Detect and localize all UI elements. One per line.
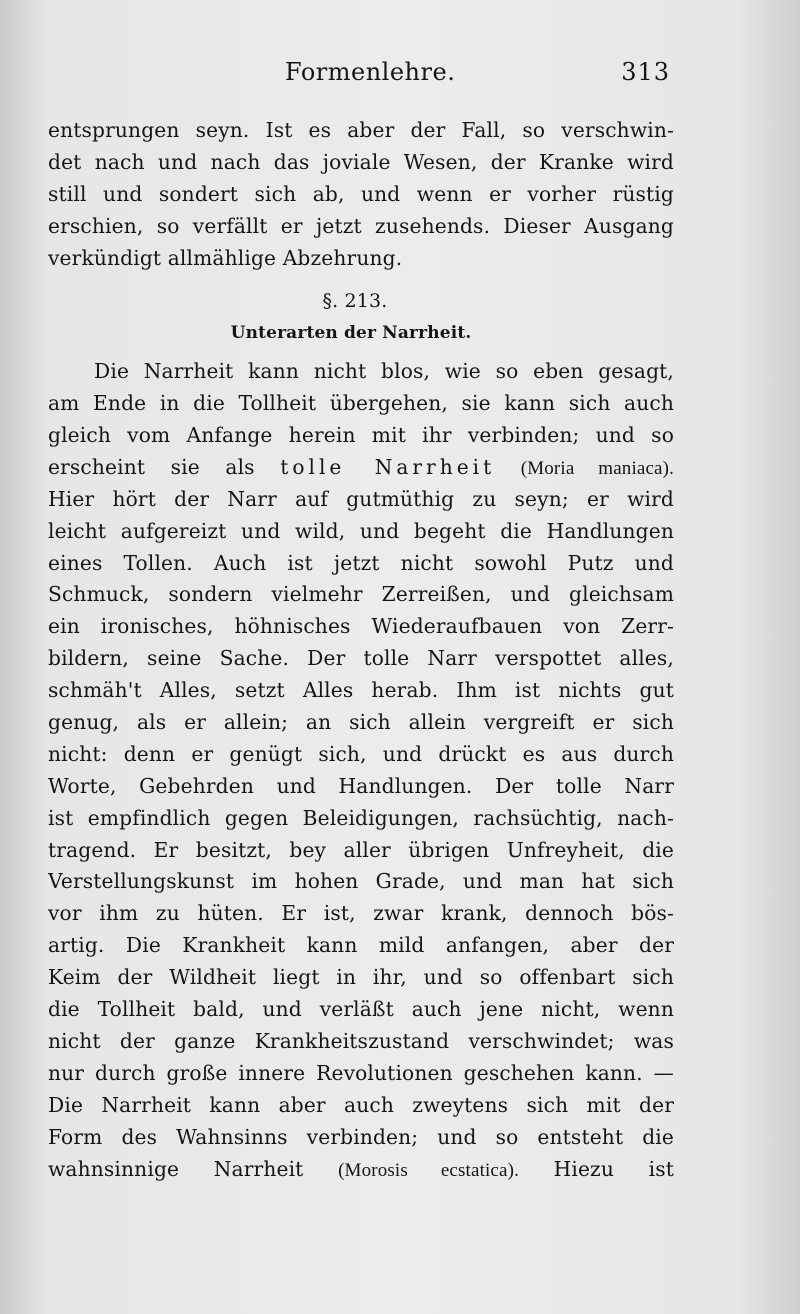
running-title: Formenlehre. [285, 58, 456, 86]
text-line: Keim der Wildheit liegt in ihr, und so offenbart sich [48, 965, 674, 990]
body-text [48, 115, 674, 1185]
latin-term: (Morosis ecstatica). [338, 1159, 519, 1181]
text-line: Die Narrheit kann nicht blos, wie so eben gesagt, [94, 359, 674, 384]
latin-term: (Moria maniaca). [520, 457, 674, 479]
text-line: artig. Die Krankheit kann mild anfangen, aber der [48, 933, 674, 958]
section-heading: Unterarten der Narrheit. [230, 323, 472, 344]
paragraph-continued [48, 115, 674, 274]
text-line: tragend. Er besitzt, bey aller übrigen Unfreyheit, die [48, 837, 674, 862]
text-line: eines Tollen. Auch ist jetzt nicht sowohl Putz und [48, 550, 674, 575]
text-line: Verstellungskunst im hohen Grade, und man hat sich [48, 869, 674, 894]
text-line: vor ihm zu hüten. Er ist, zwar krank, dennoch bös- [48, 901, 674, 926]
text-line: schmäh't Alles, setzt Alles herab. Ihm ist nichts gut [48, 678, 674, 703]
text-line: Form des Wahnsinns verbinden; und so entsteht die [48, 1124, 674, 1149]
text-line: Hier hört der Narr auf gutmüthig zu seyn; er wird [48, 486, 674, 511]
text-fragment: Hiezu ist [553, 1156, 674, 1181]
text-line: nicht der ganze Krankheitszustand verschwindet; was [48, 1028, 674, 1053]
text-line: leicht aufgereizt und wild, und begeht die Handlungen [48, 518, 674, 543]
text-line: det nach und nach das joviale Wesen, der Kranke wird [48, 149, 674, 174]
section-number: §. 213. [322, 290, 388, 313]
text-line: am Ende in die Tollheit übergehen, sie kann sich auch [48, 391, 674, 416]
page-header [0, 58, 800, 98]
text-line: erschien, so verfällt er jetzt zusehends. Dieser Ausgang [48, 213, 674, 238]
text-line: gleich vom Anfange herein mit ihr verbinden; und so [48, 423, 674, 448]
page-number: 313 [621, 58, 670, 86]
text-line: Schmuck, sondern vielmehr Zerreißen, und gleichsam [48, 582, 674, 607]
text-fragment: erscheint sie als [48, 454, 255, 479]
text-line: Die Narrheit kann aber auch zweytens sich mit der [48, 1092, 674, 1117]
emphasized-term: tolle Narrheit [280, 454, 496, 479]
text-line: Worte, Gebehrden und Handlungen. Der tolle Narr [48, 773, 674, 798]
text-line-mixed [48, 1154, 674, 1186]
text-line: entsprungen seyn. Ist es aber der Fall, so verschwin- [48, 118, 674, 142]
text-line: still und sondert sich ab, und wenn er vorher rüstig [48, 181, 674, 206]
text-fragment: wahnsinnige Narrheit [48, 1156, 304, 1181]
text-line: genug, als er allein; an sich allein vergreift er sich [48, 710, 674, 735]
text-line: nur durch große innere Revolutionen geschehen kann. — [48, 1060, 674, 1085]
text-line: nicht: denn er genügt sich, und drückt es aus durch [48, 741, 674, 766]
paragraph-main [48, 356, 674, 1185]
text-line: bildern, seine Sache. Der tolle Narr verspottet alles, [48, 646, 674, 671]
text-line: ist empfindlich gegen Beleidigungen, rachsüchtig, nach- [48, 805, 674, 830]
text-line-mixed [48, 452, 674, 484]
text-line: ein ironisches, höhnisches Wiederaufbauen von Zerr- [48, 614, 674, 639]
text-line: verkündigt allmählige Abzehrung. [48, 245, 403, 270]
text-line: die Tollheit bald, und verläßt auch jene nicht, wenn [48, 997, 674, 1022]
